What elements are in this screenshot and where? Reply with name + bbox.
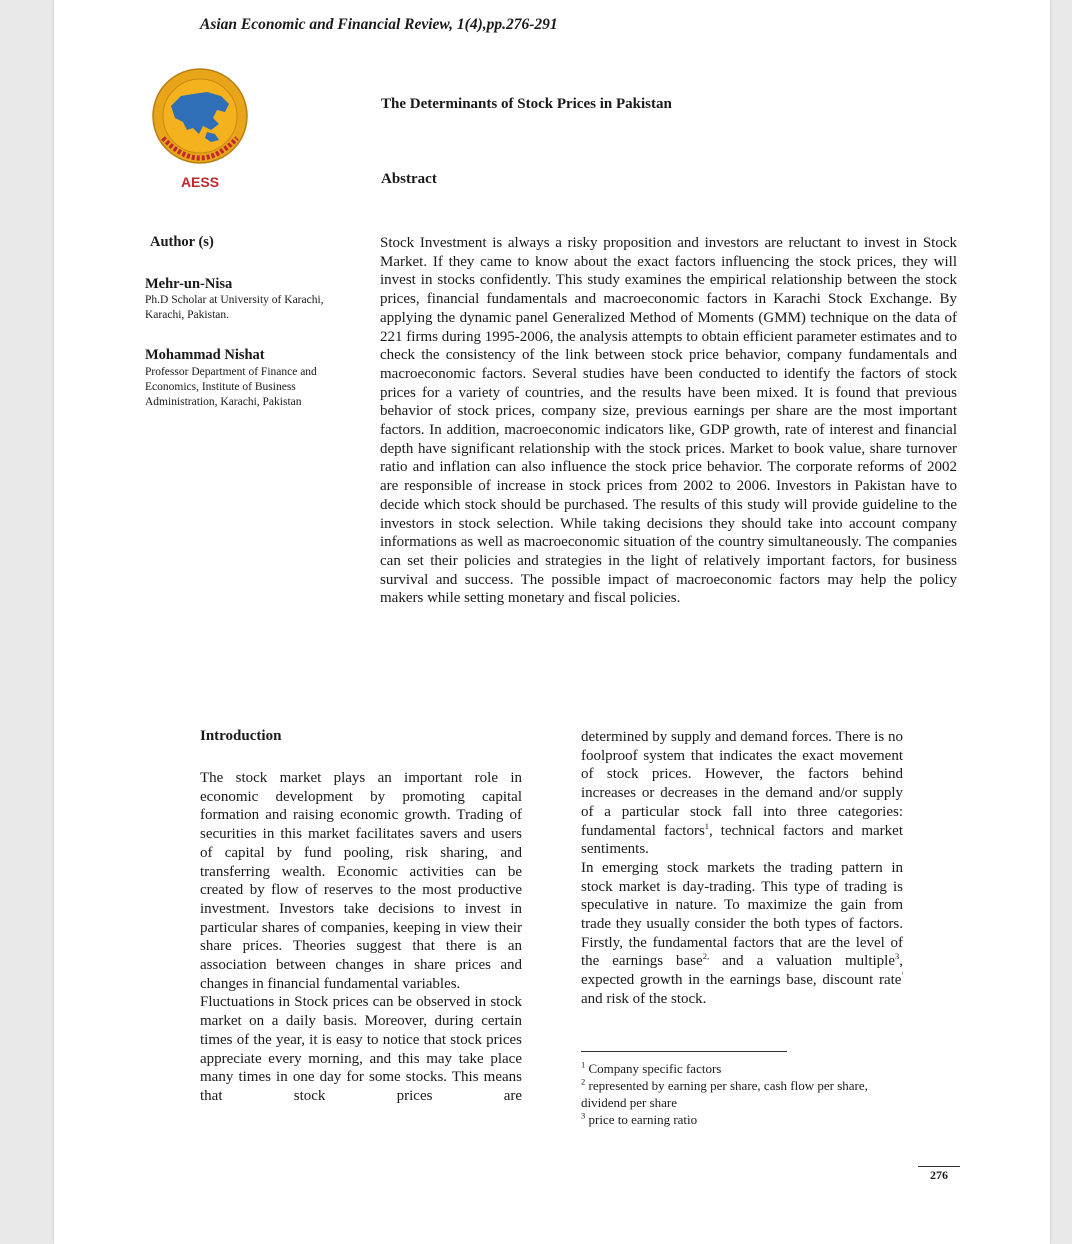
authors-heading: Author (s) — [150, 234, 214, 250]
paper-title: The Determinants of Stock Prices in Pakistan — [381, 96, 672, 112]
intro-paragraph-4: In emerging stock markets the trading pattern in stock market is day-trading. This type of trading is speculative in nature. To maximize the gain from trade they usually consider the both types of factors. Firstly, the fundamental factors that are the level of the earnings base$^{2,}$ and a valuation multiple$^3$, expected growth in the earnings base, discount rate' and risk of the stock. — [581, 859, 903, 1007]
intro-column-left — [200, 769, 522, 1106]
author-affiliation-1: Ph.D Scholar at University of Karachi, Karachi, Pakistan. — [145, 294, 324, 321]
page-number-rule — [918, 1166, 960, 1167]
footnote-1: $^1$ Company specific factors — [581, 1059, 722, 1076]
footnote-ref-1: 1 — [704, 820, 710, 831]
intro-column-right — [581, 728, 903, 1009]
author-name-2: Mohammad Nishat — [145, 347, 265, 363]
paper-page — [54, 0, 1050, 1244]
aess-logo — [141, 66, 259, 194]
page-number: 276 — [930, 1168, 948, 1182]
footnote-ref-2: 2, — [702, 951, 710, 962]
abstract-heading: Abstract — [381, 171, 437, 187]
abstract-body: Stock Investment is always a risky proposition and investors are reluctant to invest in Stock Market. If they came to know about the exact factors influencing the stock prices, they will invest in stocks confidently. This study examines the empirical relationship between the stock prices, financial fundamentals and macroeconomic factors in Karachi Stock Exchange. By applying the dynamic panel Generalized Method of Moments (GMM) technique on the data of 221 firms during 1995-2006, the analysis attempts to obtain efficient parameter estimates and to check the consistency of the link between stock price behavior, company fundamentals and macroeconomic factors. Several studies have been conducted to identify the factors of stock prices for a variety of countries, and the results have been mixed. It is found that previous behavior of stock prices, company size, previous earnings per share are the most important factors. In addition, macroeconomic indicators like, GDP growth, rate of interest and financial depth have significant relationship with the stock prices. Market to book value, share turnover ratio and inflation can also influence the stock price behavior. The corporate reforms of 2002 are responsible of increase in stock prices from 2002 to 2006. Investors in Pakistan have to decide which stock should be purchased. The results of this study will provide guideline to the investors in stock selection. While taking decisions they should take into account company informations as well as macroeconomic situation of the country simultaneously. The companies can set their policies and strategies in the light of relatively important factors, for business survival and success. The possible impact of macroeconomic factors may help the policy makers while setting monetary and fiscal policies. — [380, 235, 957, 607]
footnote-divider — [581, 1051, 787, 1052]
footnote-ref-3: 3 — [895, 951, 900, 962]
author-name-1: Mehr-un-Nisa — [145, 276, 233, 292]
footnote-2: $^2$ represented by earning per share, cash flow per share, dividend per share — [581, 1076, 868, 1110]
intro-paragraph-1: The stock market plays an important role in economic development by promoting capital formation and raising economic growth. Trading of securities in this market facilitates savers and users of capital by fund pooling, risk sharing, and transferring wealth. Economic activities can be created by flow of reserves to the most productive investment. Investors take decisions to invest in particular shares of companies, keeping in view their share prices. Theories suggest that there is an association between changes in share prices and changes in financial fundamental variables. — [200, 770, 522, 992]
introduction-heading: Introduction — [200, 728, 282, 744]
author-affiliation-2: Professor Department of Finance and Economics, Institute of Business Administration, Karachi, Pakistan — [145, 366, 317, 408]
logo-text: AESS — [180, 174, 220, 190]
intro-paragraph-2: Fluctuations in Stock prices can be observed in stock market on a daily basis. Moreover, during certain times of the year, it is easy to notice that stock prices appreciate every morning, and this may take place many times in one day for some stocks. This means that stock prices are — [200, 994, 522, 1104]
footnote-3: $^3$ price to earning ratio — [581, 1110, 698, 1127]
journal-header: Asian Economic and Financial Review, 1(4),pp.276-291 — [200, 16, 558, 33]
footnotes — [581, 1060, 911, 1128]
footnote-ref-4: ' — [901, 970, 903, 981]
intro-paragraph-3: determined by supply and demand forces. There is no foolproof system that indicates the exact movement of stock prices. However, the factors behind increases or decreases in the demand and/or supply of a particular stock fall into three categories: fundamental factors$^1$, technical factors and market sentiments. — [581, 729, 904, 858]
